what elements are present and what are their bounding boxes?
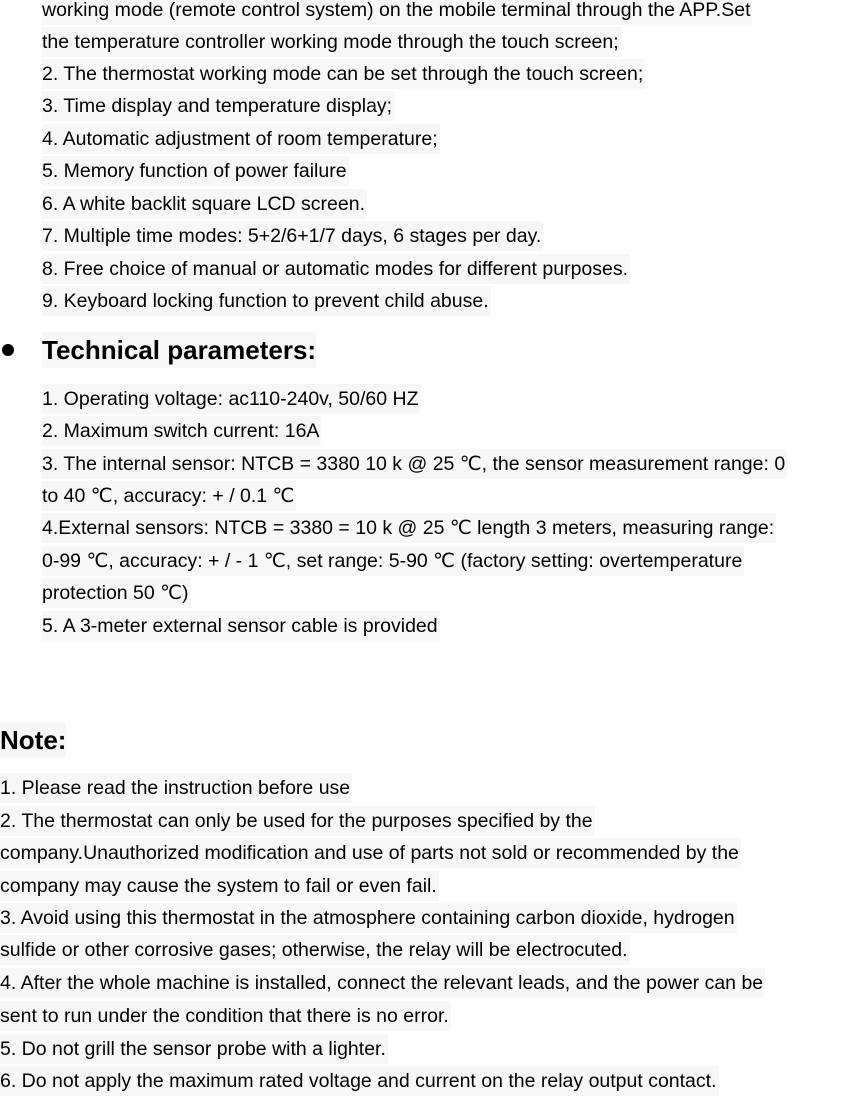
feature-line: 4. Automatic adjustment of room temperature; xyxy=(42,124,440,154)
feature-line: 6. A white backlit square LCD screen. xyxy=(42,189,367,219)
note-line: company.Unauthorized modification and use of parts not sold or recommended by the xyxy=(0,838,741,868)
feature-line: the temperature controller working mode through the touch screen; xyxy=(42,27,621,57)
note-line: 3. Avoid using this thermostat in the atmosphere containing carbon dioxide, hydrogen xyxy=(0,903,737,933)
note-line: 4. After the whole machine is installed, connect the relevant leads, and the power can be xyxy=(0,968,765,998)
note-line: 6. Do not apply the maximum rated voltage and current on the relay output contact. xyxy=(0,1066,719,1096)
technical-line: 2. Maximum switch current: 16A xyxy=(42,416,321,446)
feature-line: 8. Free choice of manual or automatic modes for different purposes. xyxy=(42,254,630,284)
technical-line: 5. A 3-meter external sensor cable is provided xyxy=(42,611,440,641)
technical-line: protection 50 ℃) xyxy=(42,578,191,608)
technical-line: to 40 ℃, accuracy: + / 0.1 ℃ xyxy=(42,481,296,511)
feature-line: 3. Time display and temperature display; xyxy=(42,91,394,121)
technical-line: 4.External sensors: NTCB = 3380 = 10 k @ 25 ℃ length 3 meters, measuring range: xyxy=(42,513,776,543)
note-line: 5. Do not grill the sensor probe with a lighter. xyxy=(0,1034,388,1064)
technical-line: 1. Operating voltage: ac110-240v, 50/60 HZ xyxy=(42,384,421,414)
feature-line: 2. The thermostat working mode can be set through the touch screen; xyxy=(42,59,645,89)
technical-heading: Technical parameters: xyxy=(42,332,316,368)
note-line: 2. The thermostat can only be used for the purposes specified by the xyxy=(0,806,595,836)
note-heading: Note: xyxy=(0,722,66,758)
feature-line: working mode (remote control system) on the mobile terminal through the APP.Set xyxy=(42,0,752,25)
note-line: sent to run under the condition that there is no error. xyxy=(0,1001,451,1031)
technical-line: 3. The internal sensor: NTCB = 3380 10 k @ 25 ℃, the sensor measurement range: 0 xyxy=(42,449,787,479)
feature-line: 5. Memory function of power failure xyxy=(42,156,349,186)
feature-line: 9. Keyboard locking function to prevent child abuse. xyxy=(42,286,491,316)
note-line: sulfide or other corrosive gases; otherwise, the relay will be electrocuted. xyxy=(0,935,630,965)
note-line: 1. Please read the instruction before use xyxy=(0,773,352,803)
note-line: company may cause the system to fail or even fail. xyxy=(0,871,439,901)
bullet-icon xyxy=(2,344,14,356)
feature-line: 7. Multiple time modes: 5+2/6+1/7 days, 6 stages per day. xyxy=(42,221,543,251)
technical-line: 0-99 ℃, accuracy: + / - 1 ℃, set range: 5-90 ℃ (factory setting: overtemperature xyxy=(42,546,744,576)
